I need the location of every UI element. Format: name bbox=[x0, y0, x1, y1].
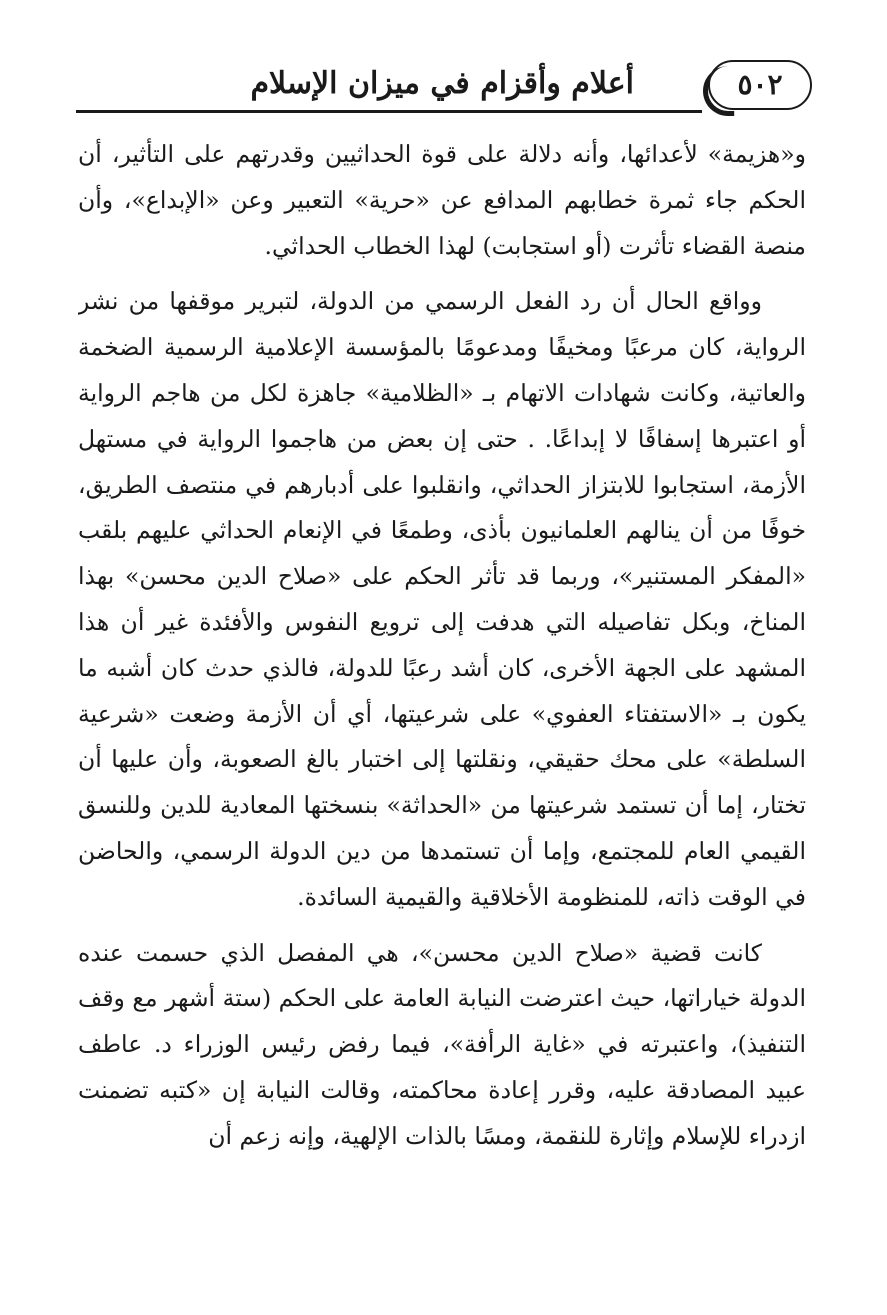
header-rule bbox=[76, 110, 702, 113]
page-number-badge bbox=[708, 60, 812, 110]
paragraph: و«هزيمة» لأعدائها، وأنه دلالة على قوة الحداثيين وقدرتهم على التأثير، أن الحكم جاء ثمرة خطابهم المدافع عن «حرية» التعبير وعن «الإبداع»، وأن منصة القضاء تأثرت (أو استجابت) لهذا الخطاب الحداثي. bbox=[78, 140, 806, 260]
running-header bbox=[76, 58, 812, 124]
page-number: ٥٠٢ bbox=[737, 68, 783, 101]
paragraph: كانت قضية «صلاح الدين محسن»، هي المفصل الذي حسمت عنده الدولة خياراتها، حيث اعترضت النيابة العامة على الحكم (ستة أشهر مع وقف التنفيذ)، واعتبرته في «غاية الرأفة»، فيما رفض رئيس الوزراء د. عاطف عبيد المصادقة عليه، وقرر إعادة محاكمته، وقالت النيابة إن «كتبه تضمنت ازدراء للإسلام وإثارة للنقمة، ومسًا بالذات الإلهية، وإنه زعم أن bbox=[78, 938, 806, 1150]
paragraph: وواقع الحال أن رد الفعل الرسمي من الدولة، لتبرير موقفها من نشر الرواية، كان مرعبًا ومخيفًا ومدعومًا بالمؤسسة الإعلامية الرسمية الضخمة والعاتية، وكانت شهادات الاتهام بـ «الظلامية» جاهزة لكل من هاجم الرواية أو اعتبرها إسفافًا لا إبداعًا. . حتى إن بعض من هاجموا الرواية في مستهل الأزمة، استجابوا للابتزاز الحداثي، وانقلبوا على أدبارهم في منتصف الطريق، خوفًا من أن ينالهم العلمانيون بأذى، وطمعًا في الإنعام الحداثي عليهم بلقب «المفكر المستنير»، وربما قد تأثر الحكم على «صلاح الدين محسن» بهذا المناخ، وبكل تفاصيله التي هدفت إلى ترويع النفوس والأفئدة غير أن هذا المشهد على الجهة الأخرى، كان أشد رعبًا للدولة، فالذي حدث كان أشبه ما يكون بـ «الاستفتاء العفوي» على شرعيتها، أي أن الأزمة وضعت «شرعية السلطة» على محك حقيقي، ونقلتها إلى اختبار بالغ الصعوبة، وأن عليها أن تختار، إما أن تستمد شرعيتها من «الحداثة» بنسختها المعادية للدين وللنسق القيمي العام للمجتمع، وإما أن تستمدها من دين الدولة الرسمي، والحاضن في الوقت ذاته، للمنظومة الأخلاقية والقيمية السائدة. bbox=[78, 287, 806, 911]
body-text bbox=[78, 132, 806, 1262]
book-title: أعلام وأقزام في ميزان الإسلام bbox=[250, 66, 634, 101]
